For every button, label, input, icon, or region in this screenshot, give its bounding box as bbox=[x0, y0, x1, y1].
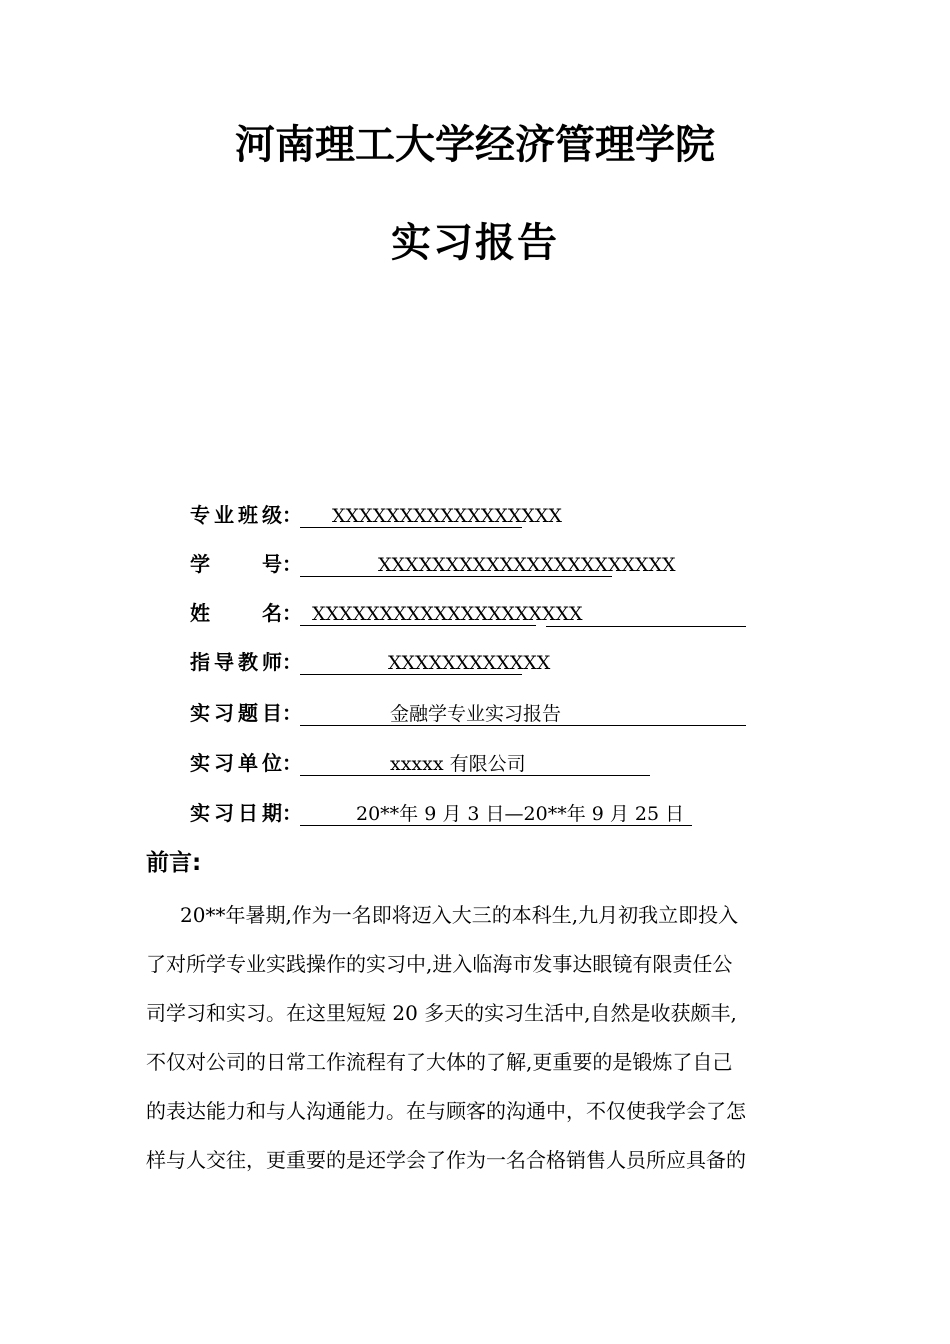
preface-heading: 前言: bbox=[146, 850, 202, 876]
blank-underline bbox=[546, 602, 746, 627]
field-label: 实 习 日 期 ： bbox=[190, 801, 302, 825]
name-value: XXXXXXXXXXXXXXXXXXXX bbox=[300, 602, 536, 626]
preface-line: 了对所学专业实践操作的实习中,进入临海市发事达眼镜有限责任公 bbox=[146, 952, 733, 976]
field-label: 姓 名 ： bbox=[190, 601, 302, 625]
preface-line: 样与人交往，更重要的是还学会了作为一名合格销售人员所应具备的 bbox=[146, 1148, 746, 1172]
field-label: 实 习 题 目 ： bbox=[190, 701, 302, 725]
preface-line: 司学习和实习。在这里短短 20 多天的实习生活中,自然是收获颇丰, bbox=[146, 1001, 737, 1025]
university-title: 河南理工大学经济管理学院 bbox=[235, 122, 715, 168]
advisor-value: XXXXXXXXXXXX bbox=[300, 651, 522, 675]
field-label: 专 业 班 级 ： bbox=[190, 503, 302, 527]
preface-line: 不仅对公司的日常工作流程有了大体的了解,更重要的是锻炼了自己 bbox=[146, 1050, 733, 1074]
preface-line: 的表达能力和与人沟通能力。在与顾客的沟通中，不仅使我学会了怎 bbox=[146, 1099, 746, 1123]
field-label: 指 导 教 师 ： bbox=[190, 650, 302, 674]
student-id-value: XXXXXXXXXXXXXXXXXXXXXX bbox=[300, 553, 612, 577]
major-class-value: XXXXXXXXXXXXXXXXX bbox=[300, 504, 522, 528]
field-label: 实 习 单 位 ： bbox=[190, 751, 302, 775]
topic-value: 金融学专业实习报告 bbox=[300, 702, 746, 726]
field-label: 学 号 ： bbox=[190, 552, 302, 576]
preface-line: 20**年暑期,作为一名即将迈入大三的本科生,九月初我立即投入 bbox=[180, 903, 739, 927]
company-value: xxxxx 有限公司 bbox=[300, 752, 650, 776]
dates-value: 20**年 9 月 3 日—20**年 9 月 25 日 bbox=[300, 802, 692, 826]
report-title: 实习报告 bbox=[391, 220, 559, 266]
